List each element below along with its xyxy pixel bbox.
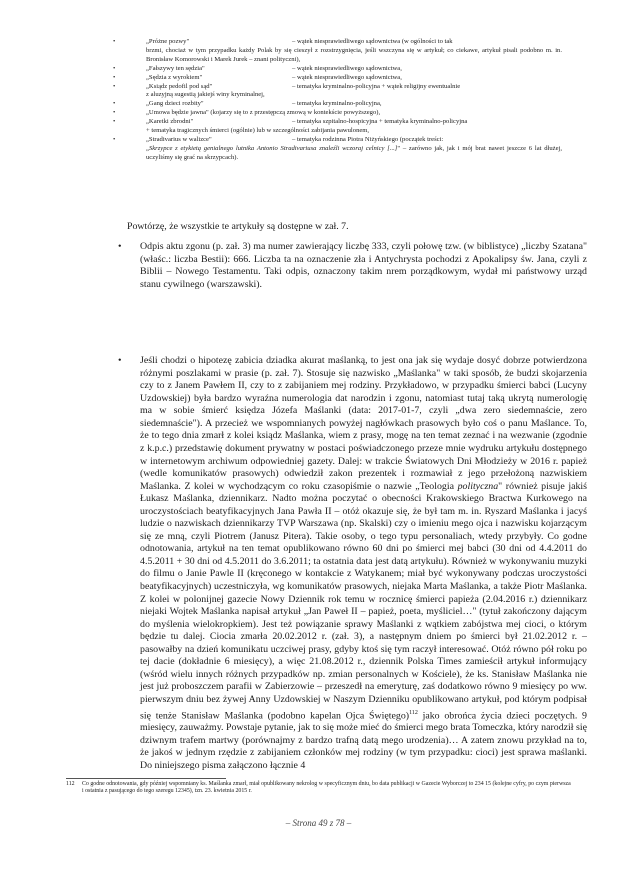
list-item xyxy=(112,83,562,101)
bullet-icon: • xyxy=(113,82,116,90)
headline-title: „Sędzia z wyrokiem" xyxy=(146,73,203,81)
bullet-icon: • xyxy=(113,118,116,126)
quote-rest: " – zarówno jak, jak i mój brat nawet jeszcze 6 lat dłużej, uczyliśmy się grać na skrzypcach). xyxy=(146,144,563,161)
list-item xyxy=(112,136,562,163)
headline-comment: – tematyka kryminalno-policyjna, xyxy=(292,100,382,108)
headline-comment: – wątek niesprawiedliwego sądownictwa, xyxy=(292,73,402,81)
bullet-icon: • xyxy=(113,135,116,143)
page-number: – Strona 49 z 78 – xyxy=(285,818,352,828)
headline-comment: – tematyka kryminalno-policyjna + wątek religijny ewentualnie xyxy=(292,82,461,90)
bullet-icon: • xyxy=(113,38,116,45)
paragraph-text-end: jako obrońca życia dzieci poczętych. 9 miesięcy, zauważmy. Powstaje pytanie, jak to się może mieć do śmierci mego brata Tomeczka, który narodził się dziwnym trafem martwy (porównajmy z bardzo trafną datą mego urodzenia)… A zatem znowu przykład na to, że jakoś w jednym rzędzie z zabijaniem członków mej rodziny (w tym przypadku: cioci) jest sprawa maślanki. Do niniejszego pisma załączono łącznie 4 xyxy=(140,709,587,771)
footnote-ref: 112 xyxy=(409,709,418,716)
bullet-icon: • xyxy=(113,64,116,72)
paragraph-text: Jeśli chodzi o hipotezę zabicia dziadka akurat maślanką, to jest ona jak się wydaje dosyć dobrze potwierdzona różnymi poszlakami w prasie (p. zał. 7). Stosuje się nazwisko „Maślanka" w taki sposób, że budzi skojarzenia czy to z Janem Pawłem II, czy to z zabijaniem mej rodziny. Przykładowo, w przypadku śmierci babci (Lucyny Uzdowskiej) była bardzo wyraźna numerologia dat narodzin i zgonu, natomiast tutaj taką ukrytą numerologię ma w sobie śmierć księdza Józefa Maślanki (data: 2017-01-7, czyli „dwa zero siedemnaście, zero siedemnaście"). A przecież we wspomnianych powyżej nagłówkach prasowych było coś o panu Maślance. To, że to tego dnia zmarł z kolei ksiądz Maślanka, wiem z prasy, mogę na ten temat zeznać i na wezwanie (zgodnie z k.p.c.) przedstawię dokument prywatny w postaci poświadczonego przeze mnie wydruku artykułu dostępnego w internetowym archiwum odpowiedniej gazety. Dalej: w trakcie Światowych Dni Młodzieży w 2016 r. papież (wedle komunikatów prasowych) odwiedził zakon prezentek i rozmawiał z jego przełożoną nazwiskiem Maślanka. Z kolei w wychodzącym co roku czasopiśmie o nazwie „Teologia xyxy=(140,355,587,492)
footnote-divider xyxy=(66,778,226,779)
bullet-icon: • xyxy=(118,241,122,252)
footnote xyxy=(66,781,571,796)
footnote-number: 112 xyxy=(66,781,75,787)
headline-comment-cont: brzmi, chociaż w tym przypadku każdy Polak by się cieszył z rozstrzygnięcia, jeśli wszczyna się w artykuł; co ciekawe, artykuł pisali podobno m. in. Bronisław Komorowski i Marek Jurek – znani polityczni), xyxy=(146,46,562,63)
footnote-text: Co godne odnotowania, gdy później wspomniany ks. Maślanka zmarł, miał opublikowany nekrolog w specyficznym dniu, bo data publikacji w Gazecie Wyborczej to 234 15 (kolejne cyfry, po czym pierwsza i ostatnia z pasującego do tego szeregu 12345), tzn. 23. kwietnia 2015 r. xyxy=(82,781,571,795)
paragraph-text-cont: " również pisuje jakiś Łukasz Maślanka, dziennikarz. Nadto można poczytać o obecności Krakowskiego Bractwa Kurkowego na uroczystościach beatyfikacyjnych Jana Pawła II – otóż okazuje się, że był tam m. in. Ryszard Maślanka i jacyś ludzie o nazwiskach dziennikarzy TVP Warszawa (np. Skalski) czy o imieniu mego ojca i nazwisku kojarzącym się ze mną, czyli Piotrem (Janusz Pitera). Takie osoby, o tego typu personaliach, wtedy przybyły. Co godne odnotowania, artykuł na ten temat opublikowano równo 60 dni po śmierci mej babci (30 dni od 4.4.2011 do 4.5.2011 + 30 dni od 4.5.2011 do 3.6.2011; ta ostatnia data jest datą artykułu). Również w wykonywaniu muzyki do filmu o Janie Pawle II (kręconego w kontakcie z Watykanem; miał być wykonywany podczas uroczystości beatyfikacyjnych) uczestniczyła, wg komunikatów prasowych, niejaka Marta Maślanka, a także Piotr Maślanka. Z kolei w polonijnej gazecie Nowy Dziennik rok temu w rocznicę śmierci papieża (2.04.2016 r.) dziennikarz niejaki Wojtek Maślanka napisał artykuł „Jan Paweł II – papież, poeta, myśliciel…" (tytuł zakończony dającym do myślenia wielokropkiem). Jest też powiązanie sprawy Maślanki z wątkiem zabójstwa mej cioci, o którym będzie tu dalej. Ciocia zmarła 20.02.2012 r. (zał. 3), a następnym dniem po śmierci był 21.02.2012 r. – pasowałby na dzień komunikatu uczciwej prasy, gdyby ktoś się tym raczył interesować. Otóż równo pół roku po tej dacie (dokładnie 6 miesięcy), a więc 21.08.2012 r., dziennik Polska Times zamieścił artykuł informujący (wśród wielu innych różnych przypadków np. zmian personalnych w Kościele), że ks. Stanisław Maślanka nie jest już proboszczem parafii w Zabierzowie – przeszedł na emeryturę, zaś dodatkowo równo 9 miesięcy po ww. pierwszym dniu bez żywej Anny Uzdowskiej w Naszym Dzienniku opublikowano artykuł, pod którym podpisał się tenże Stanisław Maślanka (podobno kapelan Ojca Świętego) xyxy=(140,480,587,721)
bullet-icon: • xyxy=(113,100,116,108)
headline-title: „Karetki zbrodni" xyxy=(146,118,194,126)
paragraph-death-certificate xyxy=(117,241,587,291)
list-item xyxy=(112,100,562,109)
article-headline-list xyxy=(112,38,562,163)
headline-title: „Umowa będzie jawna" (kojarzy się to z przestępczą zmową w kontekście powyższego), xyxy=(146,109,381,117)
headline-title: „Gang dzieci rozbity" xyxy=(146,100,204,108)
attachment-note: Powtórzę, że wszystkie te artykuły są dostępne w zał. 7. xyxy=(127,221,349,232)
italic-word: polityczna xyxy=(457,480,499,492)
headline-comment: – tematyka szpitalno-hospicyjna + tematyka kryminalno-policyjna xyxy=(292,118,468,126)
paragraph-text: Odpis aktu zgonu (p. zał. 3) ma numer zawierający liczbę 333, czyli połowę tzw. (w biblistyce) „liczby Szatana" (właśc.: liczba Bestii): 666. Liczba ta na oznaczenie zła i Antychrysta pochodzi z Apokalipsy św. Jana, czyli z Biblii – Nowego Testamentu. Taki odpis, oznaczony takim nrem porządkowym, wydał mi państwowy urząd stanu cywilnego (warszawski). xyxy=(140,241,587,290)
headline-comment: – wątek niesprawiedliwego sądownictwa (w ogólności to tak xyxy=(292,38,453,45)
headline-comment-cont xyxy=(146,145,562,163)
headline-title: „Stradivarius w walizce" xyxy=(146,135,212,143)
headline-comment: – tematyka rodzinna Piotra Niżyńskiego (początek treści: xyxy=(292,135,444,143)
list-item xyxy=(112,74,562,83)
headline-comment-cont: + tematyka tragicznych śmierci (ogólnie) lub w szczególności zabijania pawulonem, xyxy=(146,127,370,135)
list-item xyxy=(112,65,562,74)
headline-comment: – wątek niesprawiedliwego sądownictwa, xyxy=(292,64,402,72)
headline-title: „Próżne pozwy" xyxy=(146,38,190,45)
headline-title: „Ksiądz pedofil pod sąd" xyxy=(146,82,213,90)
list-item xyxy=(112,118,562,136)
headline-title: „Fałszywy ten sędzia" xyxy=(146,64,205,72)
list-item xyxy=(112,109,562,118)
list-item xyxy=(112,38,562,65)
paragraph-maslanka xyxy=(117,355,587,772)
bullet-icon: • xyxy=(113,109,116,117)
bullet-icon: • xyxy=(113,73,116,81)
headline-comment-cont: z aluzyjną sugestią jakiejś winy kryminalnej, xyxy=(146,91,265,99)
quote-italic: Skrzypce z etykietą genialnego lutnika Antonio Stradivariusa znaleźli wczoraj celnicy [...] xyxy=(148,144,398,152)
quote-open: „ xyxy=(146,144,149,152)
bullet-icon: • xyxy=(118,355,122,367)
